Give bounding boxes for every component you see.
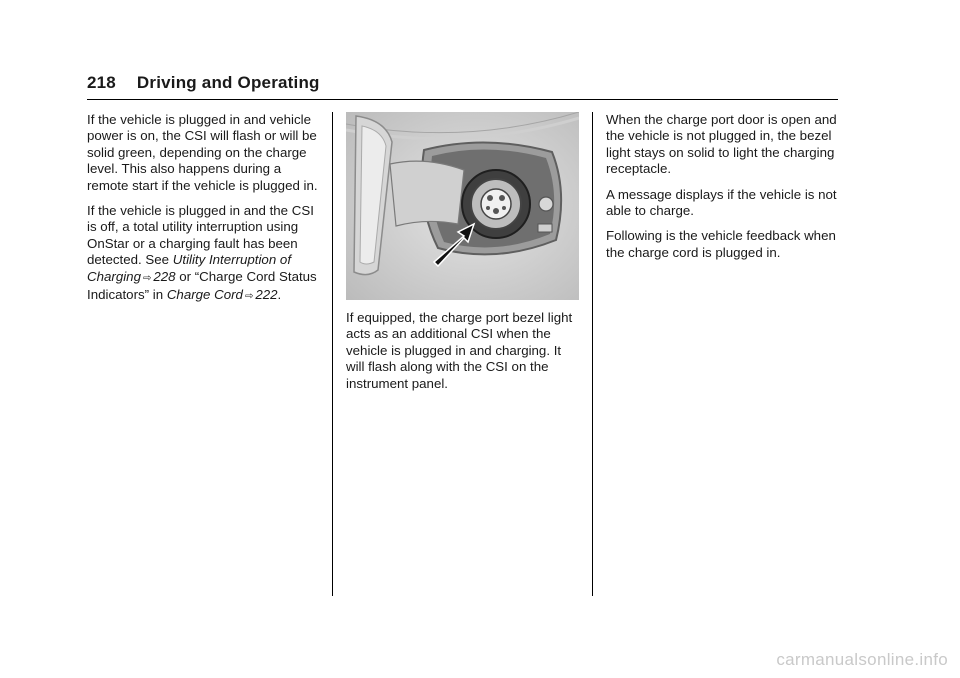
watermark: carmanualsonline.info [776, 650, 948, 669]
ref-page-222[interactable]: 222 [255, 287, 278, 303]
pin-2 [499, 195, 505, 201]
pin-3 [493, 208, 499, 214]
paragraph-feedback: Following is the vehicle feedback when the charge cord is plugged in. [606, 228, 836, 260]
csi-off-text: If the vehicle is plugged in and the CSI is off, a total utility interruption using OnStar or a charging fault has been detected. See [87, 203, 314, 268]
paragraph-csi-flash: If the vehicle is plugged in and vehicle power is on, the CSI will flash or will be solid green, depending on the charge level. This also happens during a remote start if the vehicle is plugged in. [87, 112, 318, 193]
ref-utility-interruption-link[interactable]: Utility Interruption of Charging [87, 252, 292, 284]
page-ref-arrow-icon: ⇨ [142, 272, 152, 284]
pin-5 [502, 206, 506, 210]
column-1 [87, 112, 325, 314]
paragraph-bezel-light: When the charge port door is open and the vehicle is not plugged in, the bezel light stays on solid to light the charging receptacle. [606, 112, 837, 177]
pin-4 [486, 206, 490, 210]
page-header [87, 73, 320, 93]
csi-off-end-text: . [277, 287, 282, 303]
column-2 [346, 112, 581, 401]
page-number: 218 [87, 73, 116, 92]
column-3 [606, 112, 846, 270]
section-title: Driving and Operating [136, 73, 320, 92]
ref-page-228[interactable]: 228 [153, 268, 176, 284]
csi-off-mid-text: or “Charge Cord Status Indicators” in [87, 268, 317, 303]
port-clip [538, 224, 552, 232]
pin-1 [487, 195, 493, 201]
page-ref-arrow-icon: ⇨ [244, 291, 254, 303]
port-latch [539, 197, 553, 211]
header-rule [87, 99, 838, 100]
figure-caption: If equipped, the charge port bezel light acts as an additional CSI when the vehicle is plugged in and charging. It will flash along with the CSI on the instrument panel. [346, 310, 573, 391]
charge-port-illustration [346, 112, 579, 300]
column-divider-2 [592, 112, 593, 596]
paragraph-message: A message displays if the vehicle is not able to charge. [606, 186, 837, 219]
ref-charge-cord-link[interactable]: Charge Cord [166, 287, 243, 303]
receptacle-core [481, 189, 511, 219]
connector-cap [390, 161, 464, 226]
paragraph-csi-off [87, 203, 325, 305]
column-divider-1 [332, 112, 333, 596]
